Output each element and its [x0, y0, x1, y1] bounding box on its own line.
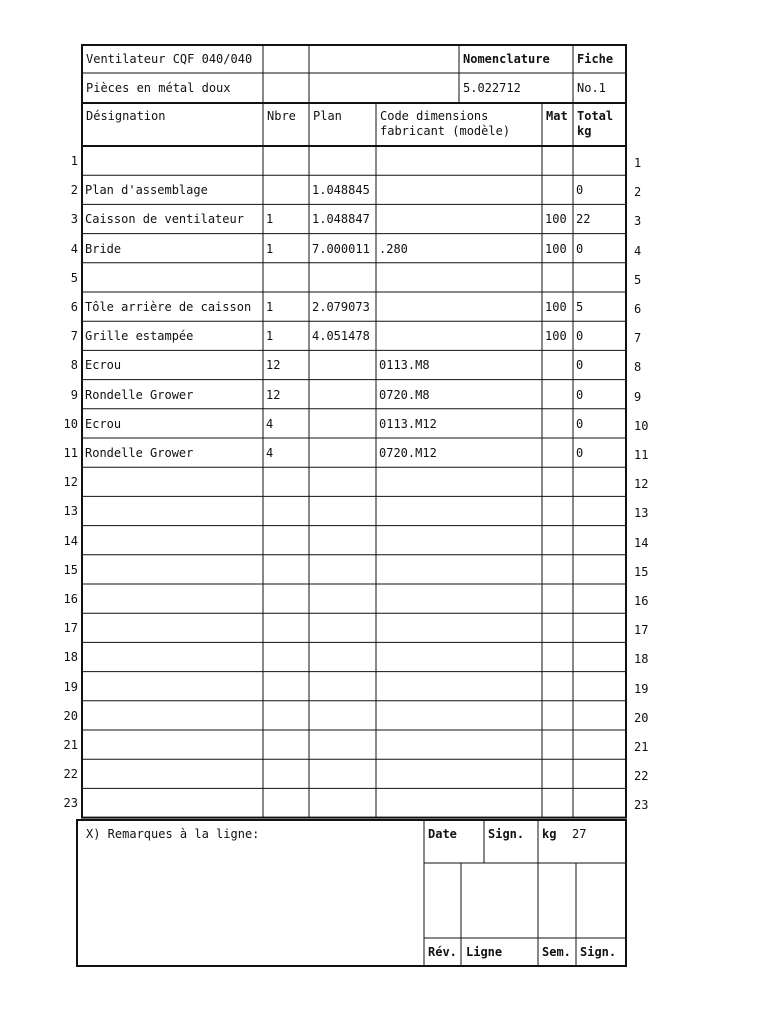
fiche-value: No.1: [577, 81, 606, 95]
row-number-right: 23: [634, 798, 649, 813]
cell-designation: Caisson de ventilateur: [85, 212, 244, 227]
row-number-left: 15: [63, 562, 78, 577]
cell-total: 0: [576, 446, 584, 460]
row-number-left: 13: [63, 504, 78, 519]
cell-designation: Rondelle Grower: [85, 387, 194, 402]
cell-nbre: 4: [266, 416, 274, 431]
cell-nbre: 1: [266, 329, 274, 344]
row-number-right: 14: [634, 535, 649, 550]
cell-nbre: 12: [266, 387, 281, 402]
row-number-left: 22: [63, 767, 78, 782]
row-number-right: 16: [634, 594, 649, 608]
column-header-code-line1: Code dimensions: [380, 109, 489, 123]
cell-total: 0: [576, 329, 584, 344]
row-number-right: 9: [634, 389, 642, 404]
cell-designation: Grille estampée: [85, 329, 194, 344]
remarks-label: X) Remarques à la ligne:: [86, 827, 260, 841]
column-header-designation: Désignation: [86, 109, 166, 123]
row-number-right: 3: [634, 214, 642, 229]
cell-plan: 1.048847: [312, 212, 370, 227]
row-number-left: 3: [70, 212, 78, 227]
row-number-left: 6: [70, 300, 78, 314]
row-number-right: 22: [634, 769, 649, 784]
row-number-right: 5: [634, 272, 642, 287]
row-number-right: 2: [634, 185, 642, 200]
row-number-left: 19: [63, 679, 78, 694]
ligne-label: Ligne: [466, 945, 503, 959]
row-number-left: 21: [63, 738, 78, 752]
row-number-left: 9: [70, 387, 78, 402]
row-number-left: 16: [63, 592, 78, 606]
row-number-right: 12: [634, 477, 649, 492]
row-number-right: 17: [634, 623, 649, 638]
row-number-left: 11: [63, 446, 78, 460]
cell-designation: Ecrou: [85, 358, 122, 373]
cell-total: 0: [576, 358, 584, 373]
rev-label: Rév.: [428, 945, 457, 959]
row-number-left: 14: [63, 533, 78, 548]
row-number-left: 4: [70, 241, 78, 256]
cell-total: 0: [576, 241, 584, 256]
cell-mat: 100: [545, 212, 567, 227]
row-number-right: 11: [634, 448, 649, 462]
row-number-right: 6: [634, 302, 642, 316]
form-border: [82, 45, 626, 818]
cell-code: 0720.M12: [379, 446, 437, 460]
cell-code: 0113.M12: [379, 416, 437, 431]
row-number-right: 10: [634, 418, 649, 433]
column-header-total-line1: Total: [577, 109, 614, 123]
row-number-left: 12: [63, 475, 78, 490]
row-number-right: 4: [634, 243, 642, 258]
row-number-left: 1: [70, 154, 78, 168]
row-number-right: 7: [634, 331, 642, 346]
row-number-left: 20: [63, 708, 78, 723]
cell-designation: Bride: [85, 241, 122, 256]
column-header-plan: Plan: [313, 109, 342, 123]
row-number-left: 5: [70, 270, 78, 285]
row-number-right: 19: [634, 681, 649, 696]
row-number-left: 23: [63, 796, 78, 811]
row-number-right: 15: [634, 564, 649, 579]
cell-code: 0113.M8: [379, 358, 430, 373]
cell-code: .280: [379, 241, 408, 256]
cell-plan: 2.079073: [312, 300, 370, 314]
fan-title: Ventilateur CQF 040/040: [86, 52, 253, 66]
row-number-right: 1: [634, 156, 642, 170]
cell-designation: Ecrou: [85, 416, 122, 431]
cell-plan: 1.048845: [312, 183, 370, 198]
cell-designation: Tôle arrière de caisson: [85, 300, 252, 314]
cell-nbre: 12: [266, 358, 281, 373]
row-number-left: 8: [70, 358, 78, 373]
row-number-left: 17: [63, 621, 78, 636]
cell-designation: Rondelle Grower: [85, 446, 194, 460]
cell-mat: 100: [545, 241, 567, 256]
cell-nbre: 1: [266, 300, 274, 314]
cell-total: 0: [576, 387, 584, 402]
cell-total: 0: [576, 416, 584, 431]
column-header-mat: Mat: [546, 109, 568, 123]
column-header-code-line2: fabricant (modèle): [380, 124, 511, 138]
date-label: Date: [428, 827, 457, 841]
row-number-right: 18: [634, 652, 649, 667]
nomenclature-label: Nomenclature: [463, 52, 550, 66]
cell-nbre: 1: [266, 241, 274, 256]
sign-label: Sign.: [488, 827, 525, 841]
cell-mat: 100: [545, 300, 567, 314]
row-number-right: 13: [634, 506, 649, 521]
cell-total: 0: [576, 183, 584, 198]
row-number-left: 18: [63, 650, 78, 665]
column-header-total-line2: kg: [577, 124, 592, 138]
fiche-label: Fiche: [577, 52, 614, 66]
cell-total: 5: [576, 300, 584, 314]
cell-plan: 7.000011: [312, 241, 370, 256]
cell-total: 22: [576, 212, 591, 227]
cell-code: 0720.M8: [379, 387, 430, 402]
cell-designation: Plan d'assemblage: [85, 183, 208, 198]
row-number-right: 21: [634, 740, 649, 754]
sem-label: Sem.: [542, 945, 571, 959]
row-number-left: 2: [70, 183, 78, 198]
material-subtitle: Pièces en métal doux: [86, 81, 231, 95]
row-number-left: 7: [70, 329, 78, 344]
row-number-right: 8: [634, 360, 642, 375]
column-header-nbre: Nbre: [267, 109, 296, 123]
row-number-left: 10: [63, 416, 78, 431]
cell-mat: 100: [545, 329, 567, 344]
row-number-right: 20: [634, 710, 649, 725]
cell-plan: 4.051478: [312, 329, 370, 344]
kg-total-value: 27: [572, 827, 587, 841]
cell-nbre: 1: [266, 212, 274, 227]
kg-label: kg: [542, 827, 557, 841]
cell-nbre: 4: [266, 446, 274, 460]
nomenclature-value: 5.022712: [463, 81, 521, 95]
sign2-label: Sign.: [580, 945, 617, 959]
